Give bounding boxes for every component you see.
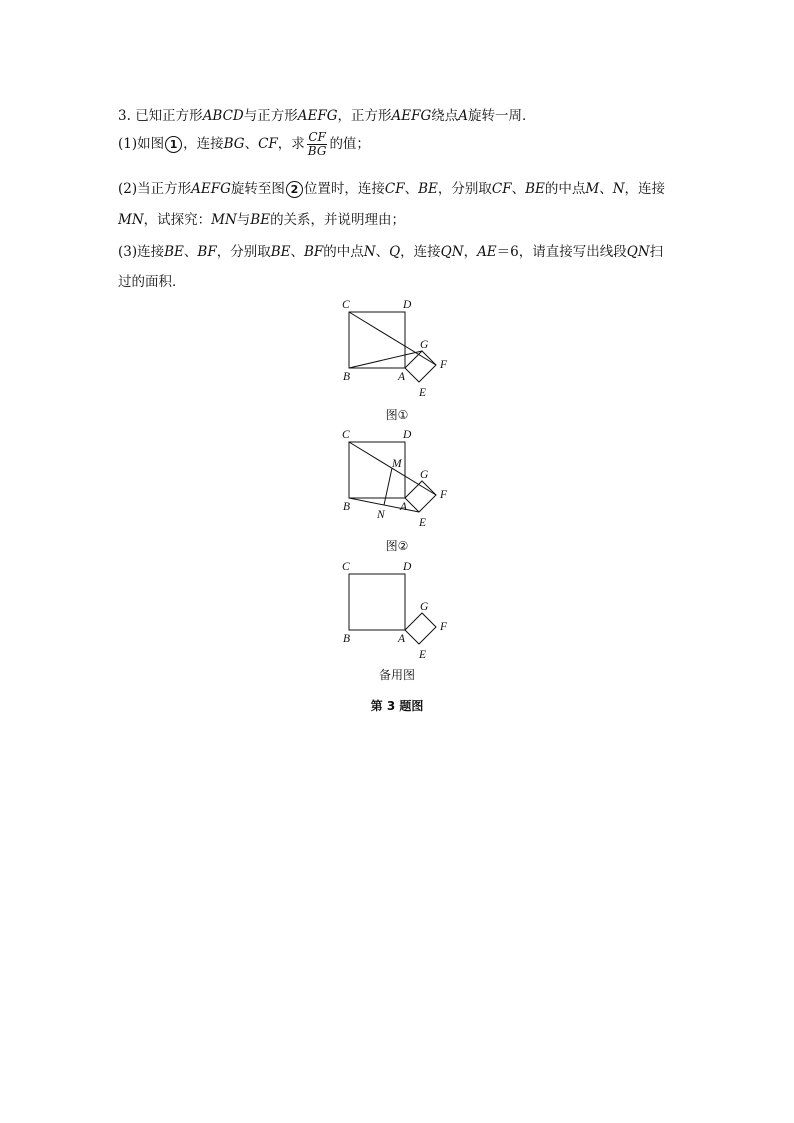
var: AEFG [297,108,338,124]
problem-statement [118,104,536,124]
text: (1)如图 [118,136,165,152]
text: 的关系，并说明理由； [270,212,406,228]
square-aefg [405,613,436,644]
text: 的中点 [323,244,364,260]
label-d: D [403,429,412,441]
square-abcd [349,312,405,368]
label-g: G [420,469,429,481]
var: AE [477,244,497,260]
var: CF [491,181,512,197]
var: QN [626,244,650,260]
var: AEFG [191,181,231,197]
label-e: E [419,649,427,661]
text: 的中点 [544,181,586,197]
text: ，连接 [624,181,665,197]
figure-2 [330,425,460,530]
label-b: B [343,501,351,513]
square-abcd [349,574,405,630]
label-g: G [420,339,429,351]
label-a: A [400,501,408,513]
text: 扫 [649,244,664,260]
var: BE [525,181,545,197]
label-g: G [420,601,429,613]
label-c: C [342,561,350,573]
var: AEFG [391,108,432,124]
var: CF [384,181,405,197]
text: 过的面积． [118,274,186,290]
var: N [363,244,376,260]
problem-number: 3. [118,108,131,124]
var: N [612,181,625,197]
label-e: E [419,387,427,399]
fraction [307,131,328,158]
fraction-denominator: BG [307,144,327,158]
text: 、 [511,181,526,197]
text: 旋转一周． [468,108,536,124]
figure-3-caption: 备用图 [378,668,415,682]
text: 、 [404,181,419,197]
text: ＝6，请直接写出线段 [496,244,627,260]
var: BF [197,244,217,260]
text: ，试探究： [143,212,212,228]
var: BE [164,244,184,260]
text: 已知正方形 [135,108,203,124]
text: 、 [290,244,304,260]
text: 、 [183,244,198,260]
label-d: D [403,299,412,311]
text: ，连接 [183,136,224,152]
figure-2-caption: 图② [385,539,409,553]
var: ABCD [202,108,244,124]
label-f: F [440,489,448,501]
text: 、 [244,136,259,152]
text: 的值； [329,136,370,152]
segment-bg [349,351,422,368]
square-abcd [349,442,405,498]
question-1 [118,131,370,158]
question-2-line2 [118,208,405,228]
text: 绕点 [431,108,459,124]
var: MN [211,212,237,228]
label-a: A [398,371,406,383]
var: Q [389,244,401,260]
text: 、 [599,181,613,197]
var: CF [258,136,278,152]
var: BE [250,212,271,228]
var: BE [418,181,438,197]
figure-ref-circle: 2 [286,181,303,198]
label-e: E [419,517,427,529]
label-f: F [440,359,448,371]
figure-1 [330,295,460,400]
label-d: D [403,561,412,573]
text: ， [463,244,478,260]
label-b: B [343,633,351,645]
question-2-line1 [118,177,665,198]
figure-3 [330,557,460,662]
question-3-line2 [118,270,186,290]
question-3-line1 [118,240,663,260]
var: BE [270,244,291,260]
label-m: M [392,458,402,470]
text: 、 [375,244,390,260]
var: BF [303,244,324,260]
text: ，连接 [400,244,441,260]
var: QN [440,244,464,260]
label-a: A [398,633,406,645]
segment-mn [384,468,392,505]
text: 旋转至图 [230,181,285,197]
text: 与 [236,212,251,228]
overall-figure-caption: 第 3 题图 [370,699,424,713]
figure-1-caption: 图① [385,408,409,422]
label-c: C [342,299,350,311]
label-n: N [377,509,385,521]
var: M [585,181,600,197]
text: 位置时，连接 [303,181,385,197]
figure-ref-circle: 1 [165,136,182,153]
var: BG [223,136,245,152]
label-b: B [343,371,351,383]
text: (2)当正方形 [118,181,192,197]
text: ，分别取 [437,181,492,197]
fraction-numerator: CF [308,130,326,144]
label-c: C [342,429,350,441]
var: A [458,108,469,124]
text: ，求 [277,136,305,152]
label-f: F [440,621,448,633]
text: ，分别取 [216,244,271,260]
text: ，正方形 [337,108,392,124]
var: MN [118,212,144,228]
text: 与正方形 [243,108,298,124]
text: (3)连接 [118,244,165,260]
